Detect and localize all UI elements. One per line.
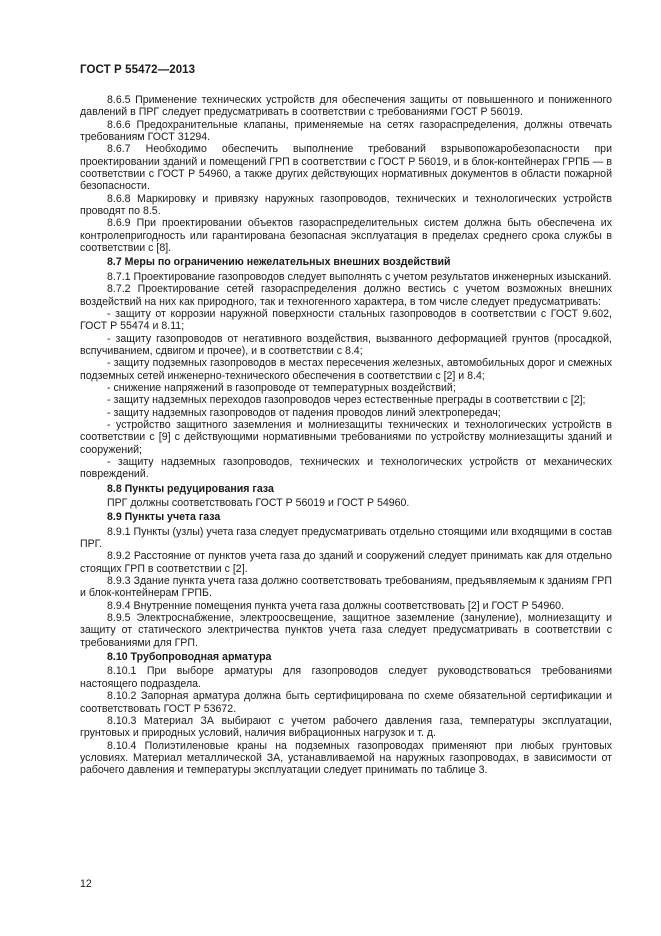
paragraph: 8.6.7 Необходимо обеспечить выполнение требований взрывопожаробезопасности при проектировании зданий и помещений ГРП в соответствии с ГОСТ Р 56019, и в блок-контейнерах ГРПБ — в соответствии с ГОСТ Р 54960, а также других действующих нормативных документов в области пожарной безопасности.: [80, 143, 612, 193]
paragraph: ПРГ должны соответствовать ГОСТ Р 56019 и ГОСТ Р 54960.: [107, 497, 410, 509]
paragraph: - защиту надземных переходов газопроводов через естественные преграды в соответствии с [2];: [107, 394, 586, 407]
paragraph: - защиту надземных газопроводов, технических и технологических устройств от механических повреждений.: [80, 455, 612, 481]
paragraph: 8.7.1 Проектирование газопроводов следует выполнять с учетом результатов инженерных изысканий.: [107, 270, 612, 283]
page-number: 12: [80, 878, 92, 890]
paragraph: - защиту газопроводов от негативного воздействия, вызванного деформацией грунтов (просадкой, вспучиванием, сдвигом и прочее), и в соответствии с 8.4;: [80, 332, 612, 357]
paragraph: - защиту надземных газопроводов от падения проводов линий электропередач;: [107, 406, 501, 419]
paragraph: 8.10.4 Полиэтиленовые краны на подземных газопроводах применяют при любых грунтовых условиях. Материал металлической ЗА, устанавливаемой на наружных газопроводах, в зависимости от рабочего давления и температуры эксплуатации следует принимать по таблице 3.: [80, 739, 612, 777]
section-heading: 8.10 Трубопроводная арматура: [107, 651, 272, 664]
section-heading: 8.8 Пункты редуцирования газа: [107, 482, 274, 495]
paragraph: 8.9.4 Внутренние помещения пункта учета газа должны соответствовать [2] и ГОСТ Р 54960.: [107, 599, 565, 612]
paragraph: 8.10.3 Материал ЗА выбирают с учетом рабочего давления газа, температуры эксплуатации, грунтовых и природных условий, наличия вибрационных нагрузок и т. д.: [80, 714, 612, 740]
paragraph: 8.9.3 Здание пункта учета газа должно соответствовать требованиям, предъявляемым к зданиям ГРП и блок-контейнерам ГРПБ.: [80, 575, 612, 600]
paragraph: 8.9.5 Электроснабжение, электроосвещение, защитное заземление (зануление), молниезащиту и защиту от статического электричества пунктов учета газа следует предусматривать в соответствии с требованиями для ГРП.: [80, 612, 612, 649]
paragraph: 8.6.8 Маркировку и привязку наружных газопроводов, технических и технологических устройств проводят по 8.5.: [80, 192, 612, 218]
paragraph: 8.10.1 При выборе арматуры для газопроводов следует руководствоваться требованиями настоящего подраздела.: [80, 665, 612, 690]
paragraph: 8.9.1 Пункты (узлы) учета газа следует предусматривать отдельно стоящими или входящими в состав ПРГ.: [80, 525, 612, 551]
paragraph: - снижение напряжений в газопроводе от температурных воздействий;: [107, 381, 456, 394]
paragraph: - устройство защитного заземления и молниезащиты технических и технологических устройств в соответствии с [9] с действующими нормативными требованиями по устройству молниезащиты зданий и сооружений;: [80, 418, 612, 456]
section-heading: 8.9 Пункты учета газа: [107, 511, 221, 524]
standard-header: ГОСТ Р 55472—2013: [80, 64, 196, 76]
section-heading: 8.7 Меры по ограничению нежелательных внешних воздействий: [107, 256, 451, 269]
paragraph: 8.6.9 При проектировании объектов газораспределительных систем должна быть обеспечена их контролепригодность или гарантирована безопасная эксплуатация в пределах среднего срока службы в соответствии с [8].: [80, 217, 612, 255]
paragraph: 8.7.2 Проектирование сетей газораспределения должно вестись с учетом возможных внешних воздействий на них как природного, так и техногенного характера, в том числе следует предусматривать:: [80, 283, 612, 308]
paragraph: 8.6.5 Применение технических устройств для обеспечения защиты от повышенного и пониженного давлений в ПРГ следует предусматривать в соответствии с требованиями ГОСТ Р 56019.: [80, 94, 612, 119]
paragraph: 8.9.2 Расстояние от пунктов учета газа до зданий и сооружений следует принимать как для отдельно стоящих ГРП в соответствии с [2].: [80, 550, 612, 575]
paragraph: - защиту подземных газопроводов в местах пересечения железных, автомобильных дорог и смежных подземных сетей инженерно-технического обеспечения в соответствии с [2] и 8.4;: [80, 357, 612, 382]
document-body: [80, 94, 612, 777]
paragraph: - защиту от коррозии наружной поверхности стальных газопроводов в соответствии с ГОСТ 9.602, ГОСТ Р 55474 и 8.11;: [80, 307, 612, 333]
paragraph: 8.10.2 Запорная арматура должна быть сертифицирована по схеме обязательной сертификации и соответствовать ГОСТ Р 53672.: [80, 690, 612, 715]
paragraph: 8.6.6 Предохранительные клапаны, применяемые на сетях газораспределения, должны отвечать требованиям ГОСТ 31294.: [80, 118, 612, 144]
